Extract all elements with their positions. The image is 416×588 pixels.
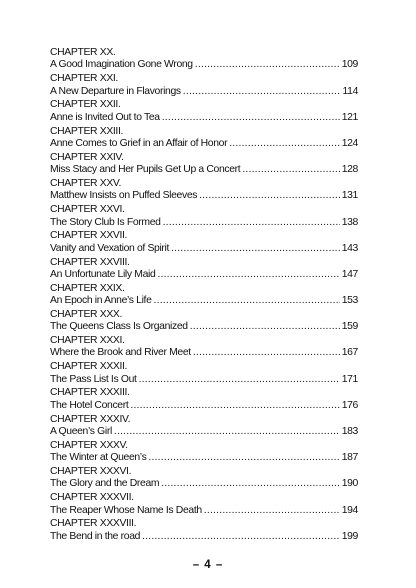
chapter-title: The Winter at Queen’s	[50, 452, 147, 464]
chapter-line	[50, 190, 358, 202]
dot-leader	[157, 269, 339, 281]
chapter-number: CHAPTER XX.	[50, 47, 116, 58]
chapter-title: The Pass List Is Out	[50, 373, 137, 385]
page-number: 187	[341, 452, 358, 464]
chapter-number: CHAPTER XXV.	[50, 177, 122, 189]
page-number: 159	[341, 321, 358, 333]
toc-entry	[50, 178, 358, 204]
chapter-title: A Good Imagination Gone Wrong	[50, 59, 193, 71]
dot-leader	[163, 217, 340, 229]
toc-entry	[50, 230, 358, 256]
page-number: 190	[341, 478, 358, 490]
chapter-number: CHAPTER XXXI.	[50, 335, 125, 347]
dot-leader	[183, 86, 341, 98]
chapter-line	[50, 321, 358, 333]
chapter-number: CHAPTER XXVII.	[50, 230, 128, 242]
chapter-line	[50, 426, 358, 438]
toc-entry	[50, 47, 358, 73]
chapter-number: CHAPTER XXIV.	[50, 151, 124, 163]
toc-entry	[50, 99, 358, 125]
chapter-line	[50, 243, 358, 255]
chapter-title: The Glory and the Dream	[50, 478, 160, 490]
chapter-line	[50, 452, 358, 464]
chapter-title: Where the Brook and River Meet	[50, 347, 191, 359]
chapter-line	[50, 374, 358, 386]
page-number: 124	[341, 137, 358, 149]
page-number-footer: – 4 –	[192, 559, 224, 571]
chapter-number: CHAPTER XXII.	[50, 99, 121, 111]
chapter-line	[50, 531, 358, 543]
dot-leader	[114, 426, 340, 438]
toc-entry	[50, 309, 358, 335]
chapter-number: CHAPTER XXXV.	[50, 439, 128, 451]
chapter-line	[50, 112, 358, 124]
chapter-line	[50, 86, 358, 98]
toc-entry	[50, 361, 358, 387]
toc-entry	[50, 335, 358, 361]
toc-entry	[50, 387, 358, 413]
chapter-line	[50, 138, 358, 150]
toc-entry	[50, 492, 358, 518]
chapter-title: Anne Comes to Grief in an Affair of Honor	[50, 137, 228, 149]
page-number: 128	[341, 164, 358, 176]
chapter-title: A New Departure in Flavorings	[50, 85, 181, 97]
chapter-title: An Epoch in Anne’s Life	[50, 295, 152, 307]
dot-leader	[242, 164, 339, 176]
chapter-number: CHAPTER XXI.	[50, 73, 118, 85]
chapter-line	[50, 164, 358, 176]
chapter-number: CHAPTER XXXII.	[50, 361, 128, 373]
chapter-title: Miss Stacy and Her Pupils Get Up a Concert	[50, 164, 241, 176]
chapter-number: CHAPTER XXXVII.	[50, 492, 134, 504]
dot-leader	[195, 59, 340, 71]
chapter-number: CHAPTER XXIX.	[50, 282, 125, 294]
dot-leader	[190, 321, 340, 333]
toc-entry	[50, 518, 358, 544]
dot-leader	[193, 347, 340, 359]
chapter-title: A Queen’s Girl	[50, 426, 112, 438]
dot-leader	[142, 531, 340, 543]
page-number: 176	[341, 399, 358, 411]
page-number: 114	[342, 85, 358, 97]
chapter-line	[50, 505, 358, 517]
table-of-contents	[50, 47, 358, 545]
chapter-number: CHAPTER XXX.	[50, 308, 123, 320]
chapter-line	[50, 295, 358, 307]
page-number: 183	[341, 426, 358, 438]
dot-leader	[171, 243, 340, 255]
toc-entry	[50, 440, 358, 466]
page-number: 147	[341, 268, 358, 280]
page-number: 167	[341, 347, 358, 359]
chapter-line	[50, 400, 358, 412]
toc-entry	[50, 204, 358, 230]
page-number: 194	[341, 504, 358, 516]
page-number: 171	[341, 373, 358, 385]
page-number: 138	[341, 216, 358, 228]
dot-leader	[148, 452, 339, 464]
chapter-number: CHAPTER XXVIII.	[50, 256, 130, 268]
page-number: 143	[341, 242, 358, 254]
chapter-number: CHAPTER XXXVIII.	[50, 518, 137, 530]
chapter-line	[50, 59, 358, 71]
chapter-title: The Queens Class Is Organized	[50, 321, 188, 333]
toc-entry	[50, 466, 358, 492]
page-number: 121	[341, 111, 358, 123]
dot-leader	[204, 505, 340, 517]
page-number: 131	[341, 190, 358, 202]
chapter-number: CHAPTER XXIII.	[50, 125, 124, 137]
toc-entry	[50, 152, 358, 178]
chapter-title: Vanity and Vexation of Spirit	[50, 242, 170, 254]
dot-leader	[130, 400, 339, 412]
dot-leader	[162, 112, 340, 124]
page-number: 109	[341, 59, 358, 71]
chapter-number: CHAPTER XXXIV.	[50, 413, 131, 425]
dot-leader	[229, 138, 339, 150]
dot-leader	[161, 478, 340, 490]
dot-leader	[139, 374, 340, 386]
page-number: 153	[341, 295, 358, 307]
toc-entry	[50, 257, 358, 283]
toc-entry	[50, 73, 358, 99]
toc-entry	[50, 414, 358, 440]
chapter-title: The Reaper Whose Name Is Death	[50, 504, 202, 516]
chapter-title: An Unfortunate Lily Maid	[50, 268, 156, 280]
dot-leader	[199, 190, 340, 202]
chapter-title: The Story Club Is Formed	[50, 216, 161, 228]
toc-entry	[50, 283, 358, 309]
chapter-number: CHAPTER XXVI.	[50, 204, 125, 216]
dot-leader	[154, 295, 340, 307]
page-number: 199	[341, 530, 358, 542]
chapter-number: CHAPTER XXXVI.	[50, 466, 132, 477]
chapter-title: Matthew Insists on Puffed Sleeves	[50, 190, 198, 202]
chapter-title: The Bend in the road	[50, 530, 141, 542]
chapter-number: CHAPTER XXXIII.	[50, 387, 130, 399]
chapter-line	[50, 269, 358, 281]
chapter-line	[50, 217, 358, 229]
toc-entry	[50, 126, 358, 152]
chapter-title: Anne is Invited Out to Tea	[50, 111, 160, 123]
chapter-line	[50, 478, 358, 490]
chapter-title: The Hotel Concert	[50, 399, 129, 411]
chapter-line	[50, 347, 358, 359]
